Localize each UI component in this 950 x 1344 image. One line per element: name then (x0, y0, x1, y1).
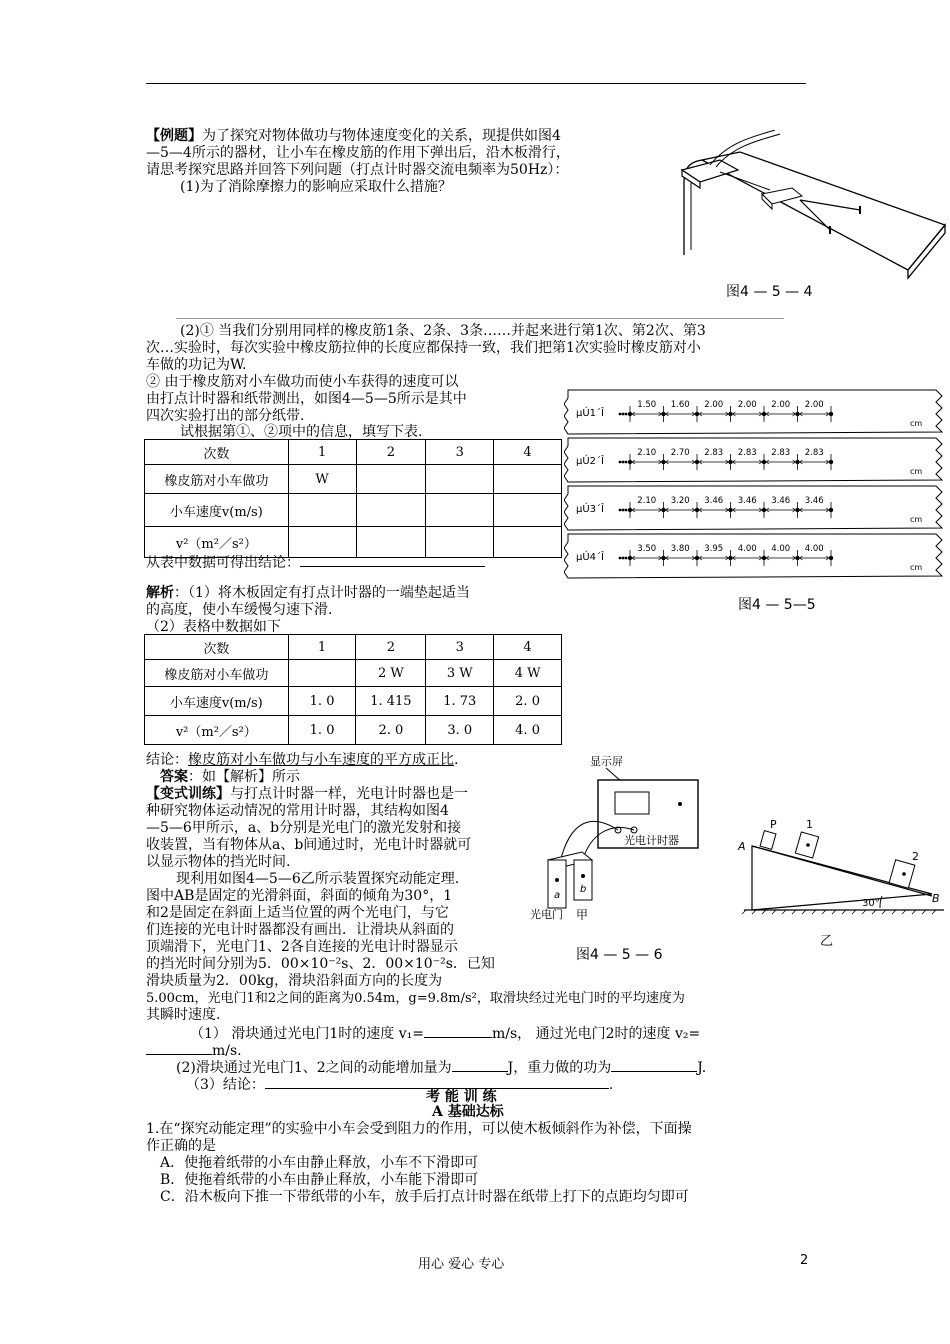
variant-question-2: (2)滑块通过光电门1、2之间的动能增加量为 J，重力做的功为 J. (176, 1060, 707, 1076)
tape-value-label: 4.00 (804, 544, 824, 554)
option-a[interactable]: A．使拖着纸带的小车由静止释放，小车不下滑即可 (160, 1155, 479, 1171)
tape-value-label: 3.46 (737, 496, 757, 506)
tape-dot (619, 557, 622, 560)
fill-in-table (144, 439, 562, 558)
conclusion-blank[interactable] (300, 553, 485, 567)
tape-dot (622, 557, 625, 560)
tape-unit-label: cm (910, 515, 923, 524)
variant-line-8: 和2是固定在斜面上适当位置的两个光电门，与它 (146, 905, 449, 921)
example-line-1: 【例题】为了探究对物体做功与物体速度变化的关系，现提供如图4 (146, 128, 561, 144)
tape-dot (619, 461, 622, 464)
table-cell: 3. 0 (426, 716, 494, 745)
table-cell: 小车速度v(m/s) (145, 494, 289, 527)
variant-line-11: 的挡光时间分别为5．00×10⁻²s、2．00×10⁻²s．已知 (146, 956, 495, 972)
variant-line-6: 现利用如图4—5—6乙所示装置探究动能定理. (176, 871, 460, 887)
variant-line-1: 【变式训练】与打点计时器一样，光电计时器也是一 (146, 786, 468, 802)
variant-line-7: 图中AB是固定的光滑斜面，斜面的倾角为30°，1 (146, 888, 453, 904)
footer-text: 用心 爱心 专心 (418, 1257, 505, 1272)
tape-value-label: 3.20 (670, 496, 690, 506)
table-cell: 4 (494, 635, 562, 660)
table-cell: 1. 415 (356, 687, 426, 716)
variant-line-2: 种研究物体运动情况的常用计时器，其结构如图4 (146, 803, 449, 819)
table-cell: 3 (426, 440, 494, 465)
tape-value-label: 2.10 (637, 496, 657, 506)
example-question-2c: 车做的功记为W. (146, 357, 247, 373)
variant-line-12: 滑块质量为2．00kg，滑块沿斜面方向的长度为 (146, 973, 443, 989)
answer-blank-rule (176, 318, 784, 319)
example-question-2b: 次…实验时，每次实验中橡皮筋拉伸的长度应都保持一致，我们把第1次实验时橡皮筋对小 (146, 340, 701, 356)
conclusion: 结论：橡皮筋对小车做功与小车速度的平方成正比. (146, 752, 459, 768)
variant-line-5: 以显示物体的挡光时间. (146, 854, 291, 870)
tape-value-label: 3.46 (704, 496, 724, 506)
display-label: 显示屏 (590, 755, 623, 768)
tape-unit-label: cm (910, 419, 923, 428)
table-cell: 2 W (356, 660, 426, 687)
gate-b-label: b (580, 884, 587, 895)
photogate-label: 光电门 (530, 908, 563, 920)
analysis-line-3: （2）表格中数据如下 (146, 619, 281, 635)
tape-figure (564, 388, 948, 584)
example-question-2g: 试根据第①、②项中的信息，填写下表. (180, 424, 423, 440)
table-cell[interactable] (356, 465, 426, 494)
table-cell: 3 W (426, 660, 494, 687)
label-B: B (932, 892, 940, 905)
table-row (145, 635, 562, 660)
table-cell[interactable] (494, 465, 562, 494)
tape-value-label: 2.83 (804, 448, 824, 458)
tape-dot (622, 413, 625, 416)
table-cell[interactable]: W (288, 465, 356, 494)
table-cell[interactable] (356, 494, 426, 527)
gate-a-label: a (554, 890, 561, 901)
jia-label: 甲 (576, 908, 589, 920)
example-question-2d: ② 由于橡皮筋对小车做功而使小车获得的速度可以 (146, 374, 459, 390)
table-cell: 次数 (145, 440, 289, 465)
angle-label: 30° (862, 898, 880, 909)
paper-tape (564, 438, 942, 482)
analysis-line-1: 解析：（1）将木板固定有打点计时器的一端垫起适当 (146, 585, 470, 601)
label-2: 2 (912, 850, 919, 863)
table-row (145, 687, 562, 716)
paper-tape (564, 534, 942, 578)
table-cell: 4 (494, 440, 562, 465)
example-question-1: (1)为了消除摩擦力的影响应采取什么措施？ (180, 179, 452, 195)
tape-label: µÚ1´Î (576, 408, 604, 419)
tape-value-label: 2.00 (704, 400, 724, 410)
example-line-3: 请思考探究思路并回答下列问题（打点计时器交流电频率为50Hz）： (146, 162, 569, 178)
table-row (145, 716, 562, 745)
table-cell: 次数 (145, 635, 289, 660)
table-cell[interactable] (288, 494, 356, 527)
table-cell: 1. 0 (288, 716, 356, 745)
table-cell: 3 (426, 635, 494, 660)
tape-value-label: 2.83 (771, 448, 791, 458)
variant-question-3: （3）结论： . (186, 1077, 614, 1093)
apparatus-figure (640, 130, 950, 280)
analysis-line-2: 的高度，使小车缓慢匀速下滑. (146, 602, 333, 618)
table-cell: 1. 73 (426, 687, 494, 716)
answer-line: 答案：如【解析】所示 (160, 769, 300, 785)
tape-label: µÚ4´Î (576, 552, 604, 563)
tape-dot (619, 413, 622, 416)
table-cell[interactable] (426, 494, 494, 527)
tape-dot (622, 509, 625, 512)
variant-line-9: 们连接的光电计时器都没有画出．让滑块从斜面的 (146, 922, 454, 938)
tape-dot (625, 509, 628, 512)
table-row (145, 660, 562, 687)
tape-value-label: 2.00 (737, 400, 757, 410)
tape-value-label: 2.83 (737, 448, 757, 458)
paper-tape (564, 486, 942, 530)
variant-line-10: 顶端滑下，光电门1、2各自连接的光电计时器显示 (146, 939, 458, 955)
table-cell[interactable] (494, 527, 562, 558)
tape-dot (619, 509, 622, 512)
figure-caption-4-5-4: 图4 — 5 — 4 (726, 284, 813, 300)
tape-value-label: 2.10 (637, 448, 657, 458)
variant-question-1-cont: m/s. (146, 1041, 242, 1060)
tape-value-label: 3.80 (670, 544, 690, 554)
tape-label: µÚ3´Î (576, 504, 604, 515)
tape-dot (625, 413, 628, 416)
v1-blank[interactable] (424, 1024, 492, 1038)
tape-value-label: 1.60 (670, 400, 690, 410)
tape-unit-label: cm (910, 467, 923, 476)
table-cell: 1 (288, 635, 356, 660)
tape-value-label: 3.46 (771, 496, 791, 506)
option-b[interactable]: B．使拖着纸带的小车由静止释放，小车能下滑即可 (160, 1172, 479, 1188)
work-blank[interactable] (611, 1058, 697, 1072)
tape-value-label: 2.00 (771, 400, 791, 410)
label-A: A (738, 840, 746, 853)
tape-value-label: 2.00 (804, 400, 824, 410)
table-cell: 1 (288, 440, 356, 465)
photogate-timer-figure (530, 752, 740, 920)
tape-value-label: 4.00 (737, 544, 757, 554)
incline-figure (732, 810, 948, 950)
table-cell: v²（m²／s²） (145, 716, 289, 745)
tape-unit-label: cm (910, 563, 923, 572)
tape-value-label: 2.83 (704, 448, 724, 458)
tape-value-label: 3.46 (804, 496, 824, 506)
tape-value-label: 4.00 (771, 544, 791, 554)
tape-dot (625, 461, 628, 464)
table-cell: 1. 0 (288, 687, 356, 716)
table-cell: v²（m²／s²） (145, 527, 289, 558)
table-row (145, 465, 562, 494)
tape-dot (622, 461, 625, 464)
table-cell: 小车速度v(m/s) (145, 687, 289, 716)
example-line-2: —5—4所示的器材，让小车在橡皮筋的作用下弹出后，沿木板滑行， (146, 145, 570, 161)
ek-blank[interactable] (452, 1058, 508, 1072)
tape-value-label: 1.50 (637, 400, 657, 410)
table-cell: 2 (356, 440, 426, 465)
table-cell: 橡皮筋对小车做功 (145, 660, 289, 687)
training-title: 考 能 训 练 (426, 1089, 497, 1105)
table-row (145, 494, 562, 527)
variant-line-13: 5.00cm，光电门1和2之间的距离为0.54m，g=9.8m/s²，取滑块经过光电门时的平均速度为 (146, 991, 685, 1006)
figure-caption-4-5-6: 图4 — 5 — 6 (576, 947, 663, 963)
timer-label: 光电计时器 (624, 834, 679, 847)
label-1: 1 (806, 818, 813, 831)
tape-dot (625, 557, 628, 560)
tape-value-label: 3.50 (637, 544, 657, 554)
variant-line-3: —5—6甲所示，a、b分别是光电门的激光发射和接 (146, 820, 462, 836)
tape-value-label: 3.95 (704, 544, 724, 554)
tape-label: µÚ2´Î (576, 456, 604, 467)
header-rule (146, 83, 806, 84)
conclusion-3-blank[interactable] (265, 1075, 609, 1089)
example-question-2a: (2)① 当我们分别用同样的橡皮筋1条、2条、3条……并起来进行第1次、第2次、第3 (180, 323, 706, 339)
tape-value-label: 2.70 (670, 448, 690, 458)
example-question-2e: 由打点计时器和纸带测出，如图4—5—5所示是其中 (146, 391, 467, 407)
table-cell: 2. 0 (494, 687, 562, 716)
v2-blank[interactable] (146, 1041, 212, 1055)
figure-caption-4-5-5: 图4 — 5—5 (738, 597, 816, 613)
option-c[interactable]: C．沿木板向下推一下带纸带的小车，放手后打点计时器在纸带上打下的点距均匀即可 (160, 1189, 689, 1205)
variant-line-4: 收装置，当有物体从a、b间通过时，光电计时器就可 (146, 837, 472, 853)
table-cell: 2 (356, 635, 426, 660)
variant-question-1: （1） 滑块通过光电门1时的速度 v₁= m/s， 通过光电门2时的速度 v₂= (190, 1026, 701, 1042)
answer-table (144, 634, 562, 745)
example-question-2f: 四次实验打出的部分纸带. (146, 408, 305, 424)
conclusion-prompt: 从表中数据可得出结论： (146, 553, 485, 572)
yi-label: 乙 (820, 934, 834, 949)
table-cell: 4. 0 (494, 716, 562, 745)
table-cell: 4 W (494, 660, 562, 687)
paper-tape (564, 390, 942, 434)
problem-1-line-1: 1.在“探究动能定理”的实验中小车会受到阻力的作用，可以使木板倾斜作为补偿，下面操 (146, 1121, 692, 1137)
table-cell[interactable] (494, 494, 562, 527)
label-P: P (770, 818, 777, 831)
table-cell: 2. 0 (356, 716, 426, 745)
table-cell: 橡皮筋对小车做功 (145, 465, 289, 494)
table-cell (288, 660, 356, 687)
page-number: 2 (800, 1253, 809, 1268)
problem-1-line-2: 作正确的是 (146, 1138, 216, 1154)
variant-line-14: 其瞬时速度. (146, 1007, 221, 1023)
table-row (145, 440, 562, 465)
table-cell[interactable] (426, 465, 494, 494)
training-subtitle: A 基础达标 (432, 1104, 504, 1120)
